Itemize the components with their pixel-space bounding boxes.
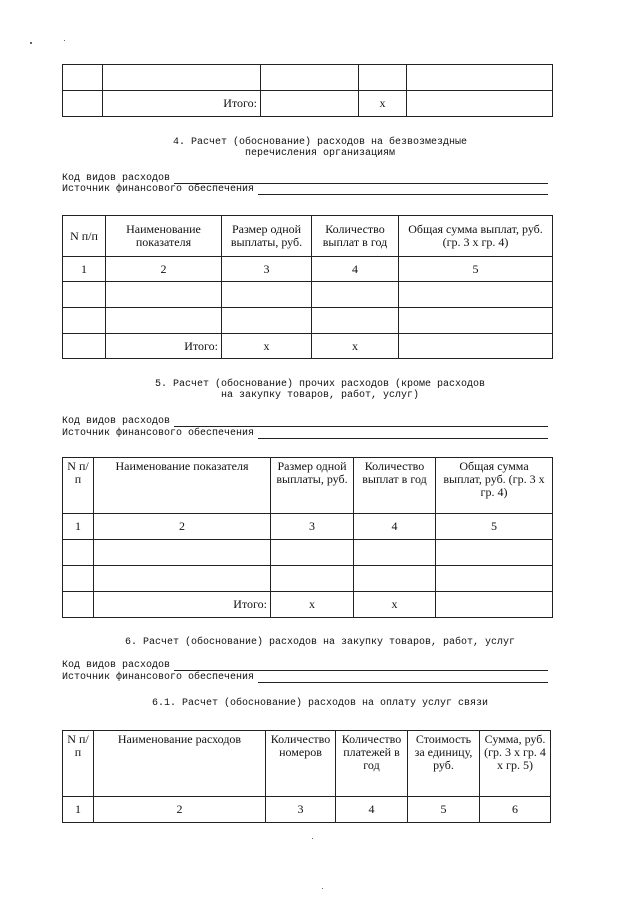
- x-mark: x: [222, 334, 312, 359]
- table-row: [63, 566, 553, 592]
- total-row: [63, 91, 553, 117]
- col-number: 2: [106, 257, 222, 282]
- header-payment-count: Количество выплат в год: [312, 216, 399, 257]
- x-mark: x: [354, 592, 436, 618]
- header-num: N п/п: [63, 216, 106, 257]
- source-input-line[interactable]: [258, 184, 548, 195]
- col-number: 3: [271, 514, 354, 540]
- source-label: Источник финансового обеспечения: [62, 184, 255, 195]
- header-total-sum: Общая сумма выплат, руб. (гр. 3 x гр. 4): [436, 458, 553, 514]
- header-payment-size: Размер одной выплаты, руб.: [222, 216, 312, 257]
- header-unit-cost: Стоимость за единицу, руб.: [408, 731, 480, 797]
- header-name: Наименование показателя: [94, 458, 271, 514]
- section6-1-table: [62, 730, 551, 823]
- table-row: [63, 282, 553, 308]
- numbers-row: [63, 514, 553, 540]
- scan-speck: [312, 838, 313, 839]
- section6-code-field: [62, 660, 548, 671]
- code-input-line[interactable]: [174, 660, 548, 671]
- code-input-line[interactable]: [174, 173, 548, 184]
- scan-speck: [64, 40, 65, 41]
- col-number: 2: [94, 797, 266, 823]
- previous-table: [62, 64, 553, 117]
- x-mark: x: [271, 592, 354, 618]
- section4-source-field: [62, 184, 548, 195]
- header-row: [63, 458, 553, 514]
- header-sum: Сумма, руб. (гр. 3 x гр. 4 x гр. 5): [480, 731, 551, 797]
- col-number: 5: [399, 257, 553, 282]
- section4-title: [0, 137, 640, 159]
- col-number: 6: [480, 797, 551, 823]
- code-label: Код видов расходов: [62, 416, 171, 427]
- section4-code-field: [62, 173, 548, 184]
- header-payment-size: Размер одной выплаты, руб.: [271, 458, 354, 514]
- section4-table: [62, 215, 553, 359]
- header-row: [63, 216, 553, 257]
- header-total-sum: Общая сумма выплат, руб. (гр. 3 x гр. 4): [399, 216, 553, 257]
- col-number: 3: [266, 797, 336, 823]
- table-row: [63, 65, 553, 91]
- source-label: Источник финансового обеспечения: [62, 672, 255, 683]
- section6-1-title: 6.1. Расчет (обоснование) расходов на оплату услуг связи: [151, 698, 489, 709]
- header-payment-count: Количество выплат в год: [354, 458, 436, 514]
- section5-title: [0, 379, 640, 401]
- total-row: [63, 592, 553, 618]
- header-expense-name: Наименование расходов: [94, 731, 266, 797]
- code-input-line[interactable]: [174, 416, 548, 427]
- header-number-count: Количество номеров: [266, 731, 336, 797]
- total-label: Итого:: [106, 334, 222, 359]
- header-row: [63, 731, 551, 797]
- x-mark: x: [359, 91, 407, 117]
- section5-source-field: [62, 428, 548, 439]
- section4-title-line1: 4. Расчет (обоснование) расходов на безвозмездные: [172, 137, 468, 148]
- col-number: 3: [222, 257, 312, 282]
- section6-title: 6. Расчет (обоснование) расходов на закупку товаров, работ, услуг: [124, 637, 516, 648]
- section5-code-field: [62, 416, 548, 427]
- table-row: [63, 540, 553, 566]
- table-row: [63, 308, 553, 334]
- section5-title-line1: 5. Расчет (обоснование) прочих расходов (кроме расходов: [154, 379, 486, 390]
- total-row: [63, 334, 553, 359]
- col-number: 5: [436, 514, 553, 540]
- col-number: 5: [408, 797, 480, 823]
- header-payments-per-year: Количество платежей в год: [336, 731, 408, 797]
- col-number: 1: [63, 514, 94, 540]
- code-label: Код видов расходов: [62, 173, 171, 184]
- section6-source-field: [62, 672, 548, 683]
- scan-speck: [322, 888, 323, 889]
- col-number: 4: [336, 797, 408, 823]
- col-number: 2: [94, 514, 271, 540]
- section5-title-line2: на закупку товаров, работ, услуг): [220, 390, 420, 401]
- col-number: 1: [63, 797, 94, 823]
- source-label: Источник финансового обеспечения: [62, 428, 255, 439]
- col-number: 4: [312, 257, 399, 282]
- numbers-row: [63, 257, 553, 282]
- col-number: 1: [63, 257, 106, 282]
- header-num: N п/п: [63, 458, 94, 514]
- col-number: 4: [354, 514, 436, 540]
- header-name: Наименование показателя: [106, 216, 222, 257]
- source-input-line[interactable]: [258, 428, 548, 439]
- numbers-row: [63, 797, 551, 823]
- x-mark: x: [312, 334, 399, 359]
- code-label: Код видов расходов: [62, 660, 171, 671]
- scan-speck: [30, 42, 32, 44]
- total-label: Итого:: [103, 91, 261, 117]
- header-num: N п/п: [63, 731, 94, 797]
- source-input-line[interactable]: [258, 672, 548, 683]
- section5-table: [62, 457, 553, 618]
- section4-title-line2: перечисления организациям: [244, 148, 396, 159]
- total-label: Итого:: [94, 592, 271, 618]
